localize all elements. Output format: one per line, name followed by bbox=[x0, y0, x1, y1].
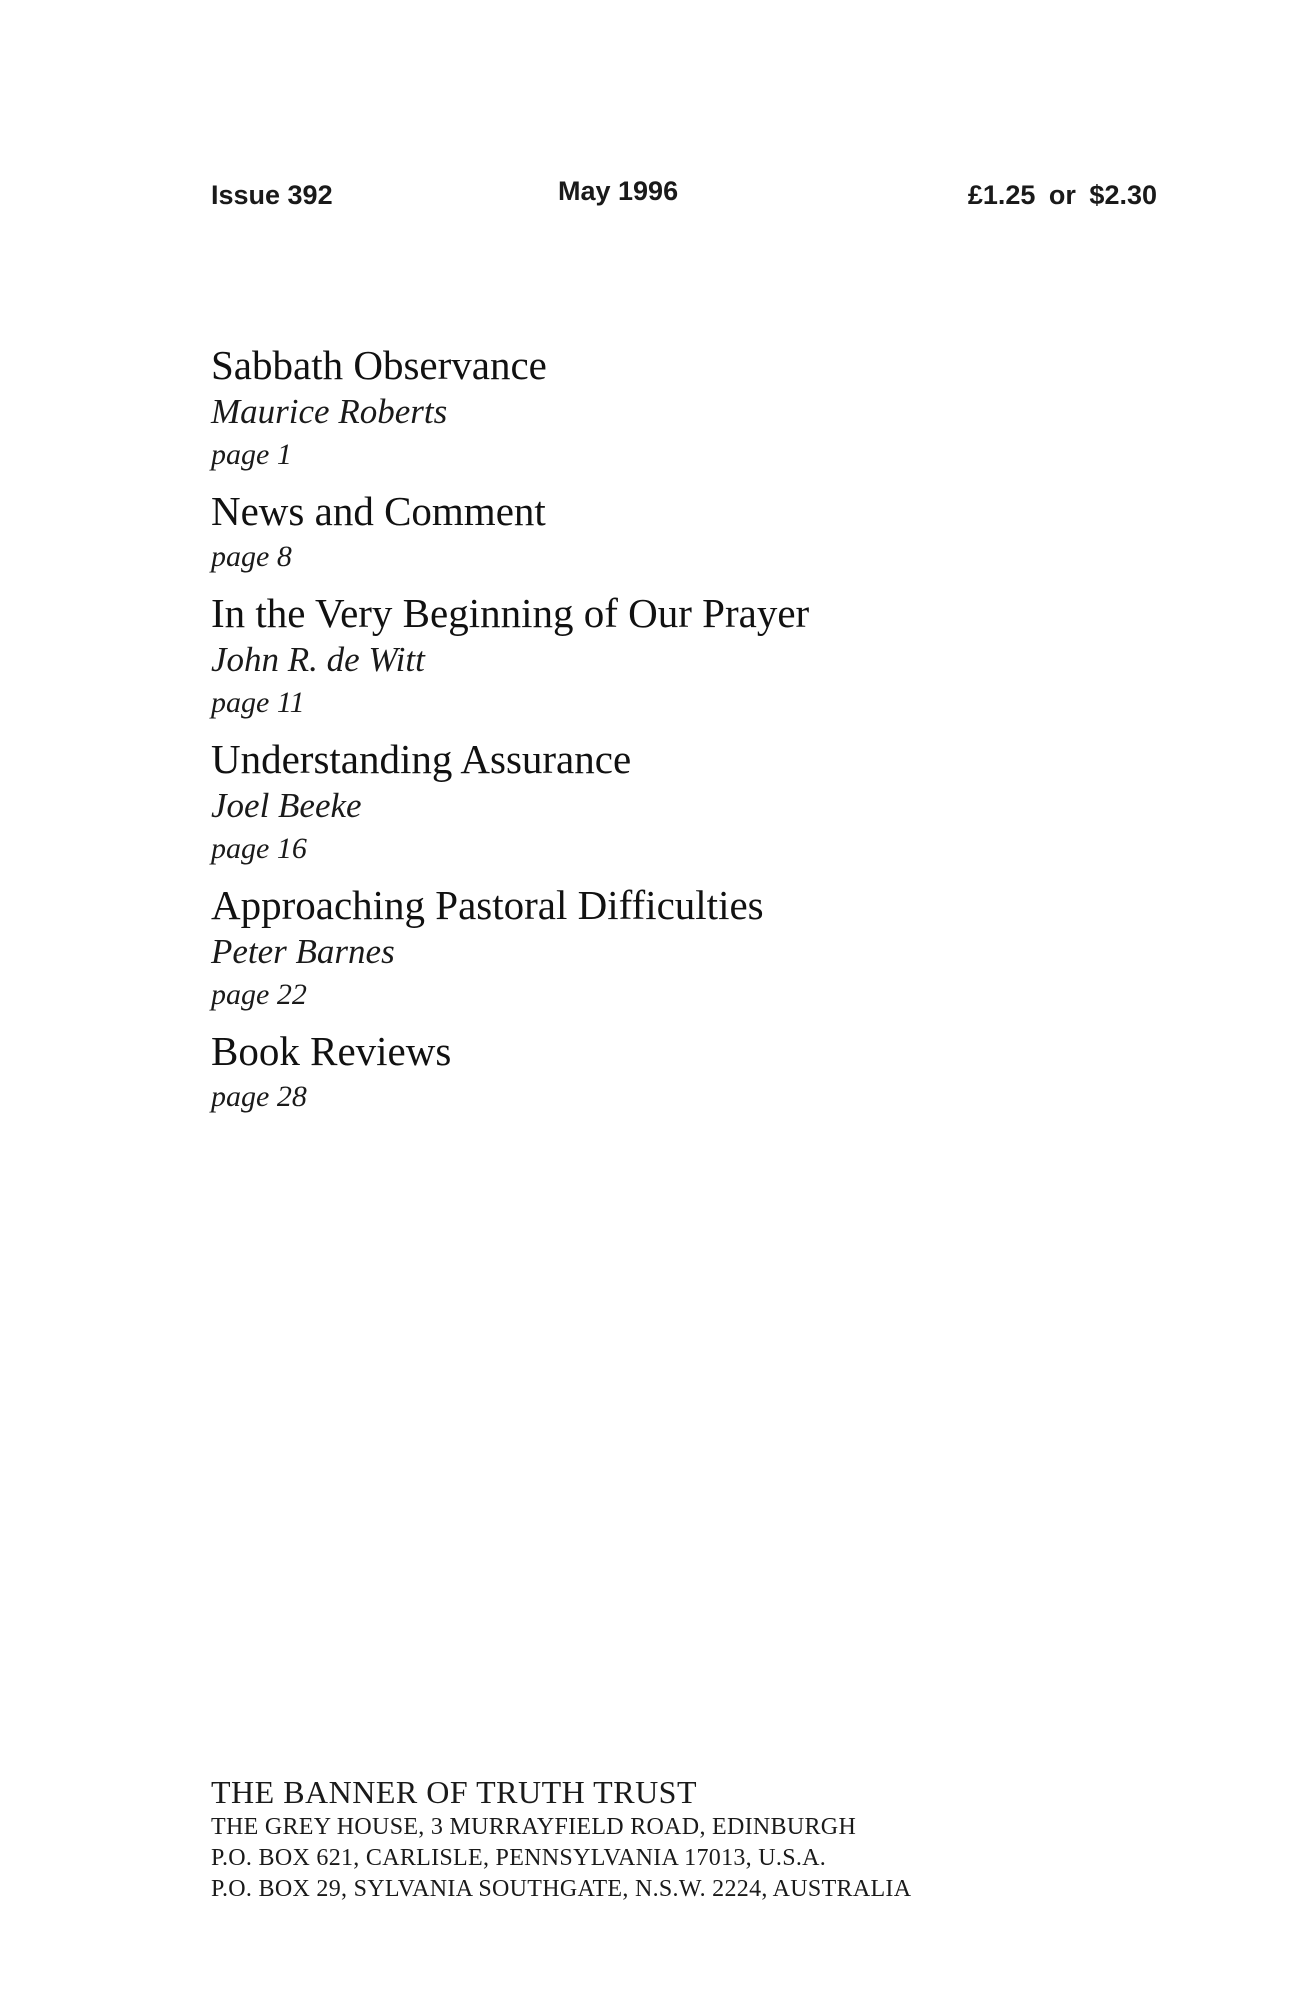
toc-entry-title: Book Reviews bbox=[211, 1028, 452, 1074]
issue-price: £1.25 or $2.30 bbox=[967, 180, 1157, 210]
toc-entry-title: Approaching Pastoral Difficulties bbox=[211, 882, 764, 928]
toc-entry bbox=[211, 880, 1211, 1016]
toc-entry-title: News and Comment bbox=[211, 488, 546, 534]
table-of-contents bbox=[211, 340, 1211, 1128]
issue-number: Issue 392 bbox=[211, 180, 333, 210]
publisher-name: THE BANNER OF TRUTH TRUST bbox=[211, 1774, 698, 1810]
toc-entry-page: page 16 bbox=[211, 832, 307, 865]
toc-entry-title: Sabbath Observance bbox=[211, 342, 547, 388]
toc-entry-author: Peter Barnes bbox=[211, 932, 395, 971]
toc-entry bbox=[211, 588, 1211, 724]
toc-entry-author: Joel Beeke bbox=[211, 786, 362, 825]
toc-entry-page: page 8 bbox=[211, 540, 292, 573]
toc-entry-title: Understanding Assurance bbox=[211, 736, 632, 782]
toc-entry-author: John R. de Witt bbox=[211, 640, 425, 679]
publisher-address-australia: P.O. BOX 29, SYLVANIA SOUTHGATE, N.S.W. 2224, AUSTRALIA bbox=[211, 1876, 912, 1902]
toc-entry-author: Maurice Roberts bbox=[211, 392, 448, 431]
toc-entry bbox=[211, 1026, 1211, 1118]
publisher-address-carlisle: P.O. BOX 621, CARLISLE, PENNSYLVANIA 17013, U.S.A. bbox=[211, 1845, 827, 1871]
toc-entry-title: In the Very Beginning of Our Prayer bbox=[211, 590, 810, 636]
toc-entry bbox=[211, 486, 1211, 578]
toc-entry-page: page 28 bbox=[211, 1080, 307, 1113]
issue-header bbox=[211, 176, 1157, 216]
issue-date: May 1996 bbox=[558, 176, 679, 206]
toc-entry-page: page 22 bbox=[211, 978, 307, 1011]
toc-entry-page: page 11 bbox=[211, 686, 305, 719]
toc-entry-page: page 1 bbox=[211, 438, 292, 471]
publisher-address-edinburgh: THE GREY HOUSE, 3 MURRAYFIELD ROAD, EDINBURGH bbox=[211, 1814, 857, 1840]
toc-entry bbox=[211, 734, 1211, 870]
toc-entry bbox=[211, 340, 1211, 476]
publisher-block bbox=[211, 1772, 1211, 1905]
